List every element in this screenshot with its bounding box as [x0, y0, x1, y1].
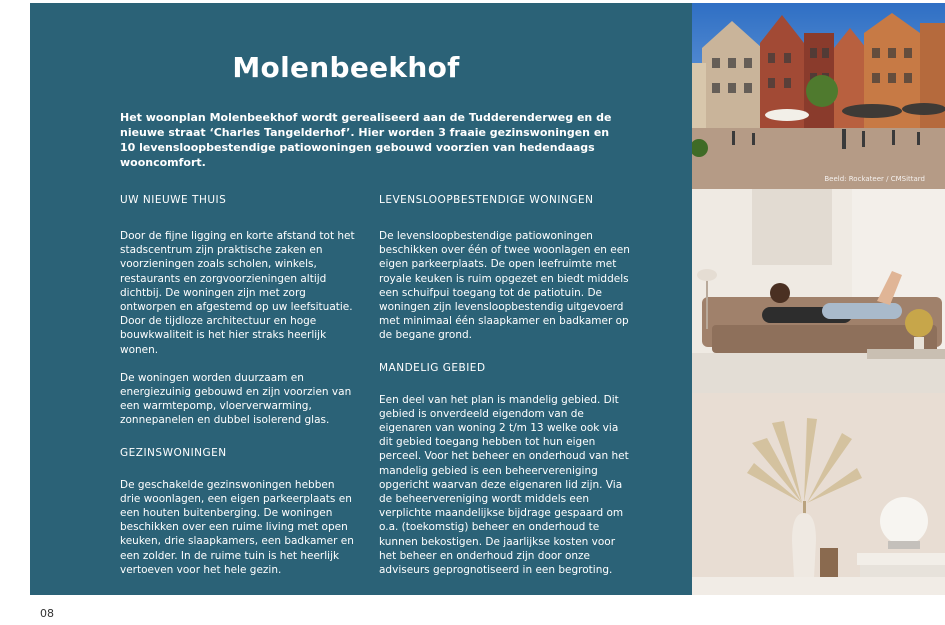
- living-room-photo: [692, 189, 945, 393]
- paragraph-patiowoningen: De levensloopbestendige patiowoningen beschikken over één of twee woonlagen en een eigen parkeerplaats. De open leefruimte met royale keuken is ruim opgezet en biedt middels een schuifpui toegang tot de patiotuin. De woningen zijn levensloopbestendig uitgevoerd met minimaal één slaapkamer en badkamer op de begane grond.: [379, 230, 630, 342]
- section-heading-uw-nieuwe-thuis: UW NIEUWE THUIS: [120, 194, 227, 206]
- page-title: Molenbeekhof: [232, 51, 460, 84]
- page-number: 08: [40, 607, 54, 620]
- right-column: [379, 193, 631, 591]
- paragraph-duurzaam: De woningen worden duurzaam en energiezuinig gebouwd en zijn voorzien van een warmtepomp, vloerverwarming, zonnepanelen en dubbel isolerend glas.: [120, 371, 352, 427]
- left-column: [120, 193, 358, 591]
- section-heading-levensloopbestendige-woningen: LEVENSLOOPBESTENDIGE WONINGEN: [379, 194, 594, 206]
- paragraph-mandelig-gebied: Een deel van het plan is mandelig gebied. Dit gebied is onverdeeld eigendom van de eigenaren van woning 2 t/m 13 welke ook via dit gebied toegang hebben tot hun eigen perceel. Voor het beheer en onderhoud van het mandelig gebied is een beheervereniging opgericht waarvan deze eigenaren lid zijn. Via de beheervereniging wordt middels een verplichte maandelijkse bijdrage gespaard om o.a. (toekomstig) beheer en onderhoud te kunnen bekostigen. De jaarlijkse kosten voor het beheer en onderhoud zijn door onze adviseurs geprognotiseerd in een begroting.: [379, 393, 629, 577]
- paragraph-gezinswoningen: De geschakelde gezinswoningen hebben drie woonlagen, een eigen parkeerplaats en een houten buitenberging. De woningen beschikken over een ruime living met open keuken, drie slaapkamers, een badkamer en een zolder. In de ruime tuin is het heerlijk vertoeven voor het hele gezin.: [120, 478, 354, 576]
- section-heading-mandelig-gebied: MANDELIG GEBIED: [379, 361, 486, 374]
- intro-text: Het woonplan Molenbeekhof wordt gerealiseerd aan de Tudderenderweg en de nieuwe straat ‘Charles Tangelderhof’. Hier worden 3 fraaie gezinswoningen en 10 levensloopbestendige patiowoningen gebouwd voorzien van hedendaags wooncomfort.: [120, 111, 612, 169]
- section-heading-gezinswoningen: GEZINSWONINGEN: [120, 446, 227, 459]
- still-life-photo: [692, 393, 945, 595]
- paragraph-ligging: Door de fijne ligging en korte afstand tot het stadscentrum zijn praktische zaken en voorzieningen zoals scholen, winkels, restaurants en zorgvoorzieningen altijd dichtbij. De woningen zijn met zorg ontworpen en afgestemd op uw leefsituatie. Door de tijdloze architectuur en hoge bouwkwaliteit is het hier straks heerlijk wonen.: [120, 230, 355, 356]
- content-panel: [30, 3, 692, 595]
- photo-credit: Beeld: Rockateer / CMSittard: [824, 175, 925, 183]
- town-square-photo: [692, 3, 945, 189]
